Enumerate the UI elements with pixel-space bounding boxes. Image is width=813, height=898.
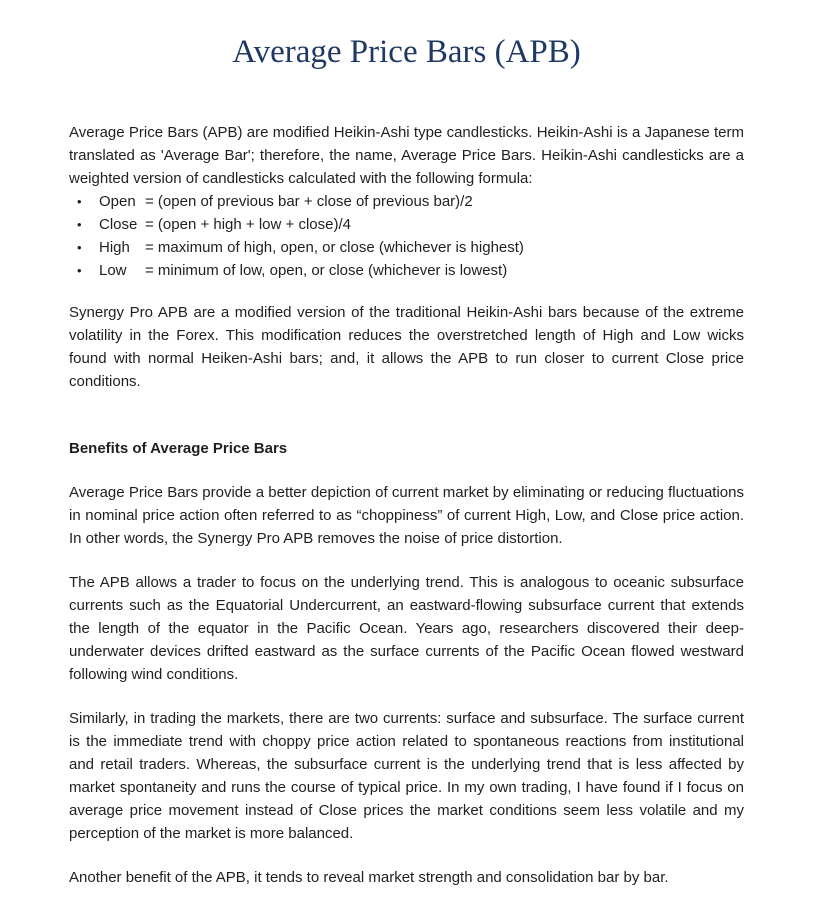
formula-label: Low [99, 262, 127, 279]
benefits-paragraph-1: Average Price Bars provide a better depiction of current market by eliminating or reducing fluctuations in nominal price action often referred to as “choppiness” of current High, Low, and Close price action. In other words, the Synergy Pro APB removes the noise of price distortion. [69, 484, 744, 547]
bullet-icon: • [77, 194, 82, 209]
formula-label: High [99, 239, 130, 256]
benefits-paragraph-4: Another benefit of the APB, it tends to reveal market strength and consolidation bar by bar. [69, 869, 669, 886]
list-item-close-formula [69, 213, 744, 236]
list-item-high-formula [69, 236, 744, 259]
bullet-icon: • [77, 263, 82, 278]
bullet-icon: • [77, 240, 82, 255]
formula-definition: = minimum of low, open, or close (whichever is lowest) [145, 262, 508, 279]
formula-definition: = maximum of high, open, or close (whichever is highest) [145, 239, 524, 256]
formula-list [69, 190, 744, 282]
formula-definition: = (open + high + low + close)/4 [145, 216, 351, 233]
intro-paragraph: Average Price Bars (APB) are modified Heikin-Ashi type candlesticks. Heikin-Ashi is a Japanese term translated as 'Average Bar'; therefore, the name, Average Price Bars. Heikin-Ashi candlesticks are a weighted version of candlesticks calculated with the following formula: [69, 124, 744, 187]
synergy-paragraph: Synergy Pro APB are a modified version of the traditional Heikin-Ashi bars because of the extreme volatility in the Forex. This modification reduces the overstretched length of High and Low wicks found with normal Heiken-Ashi bars; and, it allows the APB to run closer to current Close price conditions. [69, 304, 744, 390]
formula-label: Close [99, 216, 138, 233]
formula-definition: = (open of previous bar + close of previous bar)/2 [145, 193, 473, 210]
benefits-paragraph-3: Similarly, in trading the markets, there are two currents: surface and subsurface. The surface current is the immediate trend with choppy price action related to spontaneous reactions from institutional and retail traders. Whereas, the subsurface current is the underlying trend that is less affected by market spontaneity and runs the course of typical price. In my own trading, I have found if I focus on average price movement instead of Close prices the market conditions seem less volatile and my perception of the market is more balanced. [69, 710, 744, 842]
formula-label: Open [99, 193, 136, 210]
benefits-heading: Benefits of Average Price Bars [69, 440, 288, 457]
benefits-paragraph-2: The APB allows a trader to focus on the underlying trend. This is analogous to oceanic subsurface currents such as the Equatorial Undercurrent, an eastward-flowing subsurface current that extends the length of the equator in the Pacific Ocean. Years ago, researchers discovered their deep-underwater devices drifted eastward as the surface currents of the Pacific Ocean flowed westward following wind conditions. [69, 574, 744, 683]
list-item-low-formula [69, 259, 744, 282]
list-item-open-formula [69, 190, 744, 213]
bullet-icon: • [77, 217, 82, 232]
page-title: Average Price Bars (APB) [232, 34, 581, 70]
